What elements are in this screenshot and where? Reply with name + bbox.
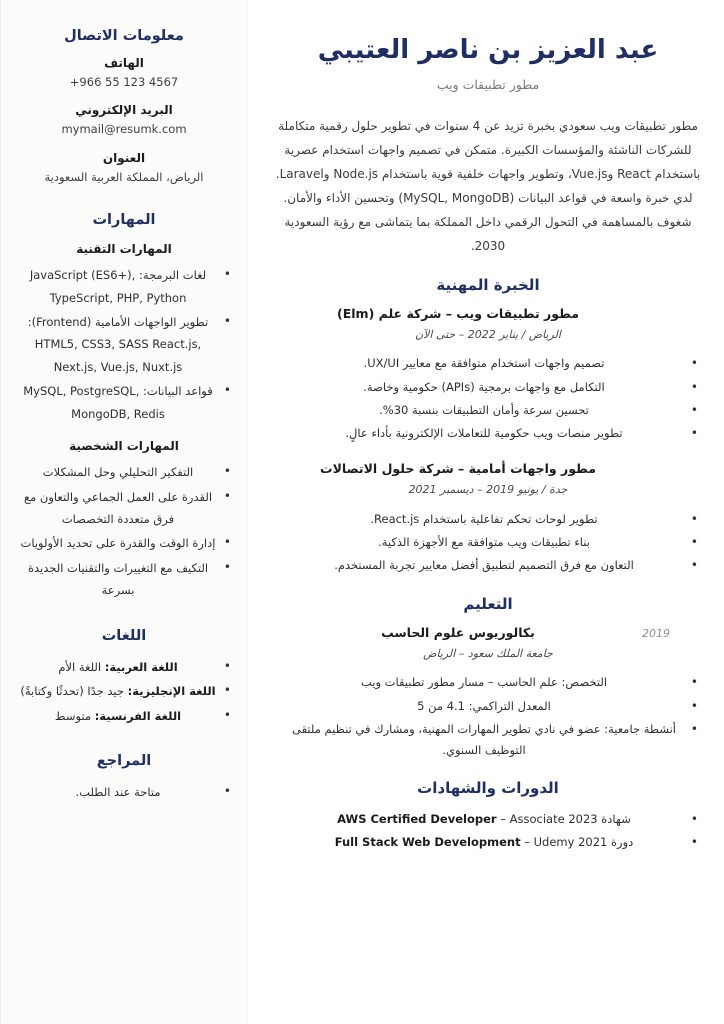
entry-bullets xyxy=(274,672,702,761)
language-label: اللغة الإنجليزية: xyxy=(127,684,216,699)
language-item xyxy=(15,705,233,727)
language-item xyxy=(15,680,233,702)
certificate-item xyxy=(274,832,702,853)
phone-value[interactable]: +966 55 123 4567 xyxy=(69,75,179,89)
section-certificates xyxy=(274,779,702,853)
address-value: الرياض، المملكة العربية السعودية xyxy=(44,169,204,184)
professional-summary: مطور تطبيقات ويب سعودي بخبرة تزيد عن 4 سنوات في تطوير حلول رقمية متكاملة للشركات الناشئة والمؤسسات الكبيرة. متمكن في تصميم واجهات استخدام عصرية باستخدام React وVue.js، وتطوير واجهات خلفية قوية باستخدام Node.js وLaravel. لدي خبرة واسعة في قواعد البيانات (MySQL, MongoDB) وتحسين الأداء والأمان. شغوف بالمساهمة في التحول الرقمي داخل المملكة بما يتماشى مع رؤية السعودية 2030. xyxy=(275,118,701,253)
certificate-list xyxy=(274,809,702,854)
phone-label: الهاتف xyxy=(104,56,144,70)
entry-header xyxy=(274,460,702,479)
entry-header xyxy=(274,624,702,643)
personal-skills-title: المهارات الشخصية xyxy=(69,439,179,454)
entry-year: 2019 xyxy=(642,627,670,641)
sidebar-section-references xyxy=(15,753,233,803)
certificate-prefix: دورة xyxy=(607,835,634,850)
experience-entries xyxy=(274,305,702,577)
reference-item: • متاحة عند الطلب. xyxy=(15,781,233,803)
section-title-education: التعليم xyxy=(463,594,513,613)
skill-item: • التفكير التحليلي وحل المشكلات xyxy=(15,461,233,483)
section-education xyxy=(274,595,702,762)
entry-bullet-item: • أنشطة جامعية: عضو في نادي تطوير المهارات المهنية، ومشارك في تنظيم ملتقى التوظيف السنوي. xyxy=(274,719,702,762)
language-level: جيد جدًا (تحدثًا وكتابةً) xyxy=(20,684,128,699)
sidebar-section-contact xyxy=(15,28,233,186)
entry-bullets xyxy=(274,353,702,444)
certificate-detail: – Associate 2023 xyxy=(496,811,598,826)
candidate-name: عبد العزيز بن ناصر العتيبي xyxy=(317,35,659,65)
skill-item: • إدارة الوقت والقدرة على تحديد الأولويات xyxy=(15,532,233,554)
section-title-experience: الخبرة المهنية xyxy=(436,275,540,294)
skill-item: • القدرة على العمل الجماعي والتعاون مع فرق متعددة التخصصات xyxy=(15,486,233,531)
entry-bullet-item: • تطوير لوحات تحكم تفاعلية باستخدام React.js. xyxy=(274,509,702,530)
entry-bullets xyxy=(274,509,702,577)
entry-role: مطور تطبيقات ويب – شركة علم (Elm) xyxy=(337,306,579,321)
technical-skills-list xyxy=(15,264,233,425)
languages-list xyxy=(15,656,233,727)
skill-item: • لغات البرمجة: JavaScript (ES6+), TypeScript, PHP, Python xyxy=(15,264,233,309)
certificate-name: AWS Certified Developer xyxy=(337,811,497,826)
entry-bullet-item: • التكامل مع واجهات برمجية (APIs) حكومية وخاصة. xyxy=(274,377,702,398)
section-title-certificates: الدورات والشهادات xyxy=(417,779,559,798)
sidebar-title-languages: اللغات xyxy=(101,627,147,644)
technical-skills-title: المهارات التقنية xyxy=(76,242,172,257)
certificate-item xyxy=(274,809,702,830)
entry-bullet-item: • تصميم واجهات استخدام متوافقة مع معايير UX/UI. xyxy=(274,353,702,374)
entry-meta: الرياض / يناير 2022 – حتى الآن xyxy=(415,327,561,341)
candidate-job-title: مطور تطبيقات ويب xyxy=(436,76,540,92)
certificate-prefix: شهادة xyxy=(597,811,631,826)
email-value[interactable]: mymail@resumk.com xyxy=(61,122,187,137)
entry-meta: جامعة الملك سعود – الرياض xyxy=(423,646,553,660)
entry-header xyxy=(274,305,702,324)
entry-bullet-item: • تحسين سرعة وأمان التطبيقات بنسبة 30%. xyxy=(274,400,702,421)
email-label: البريد الإلكتروني xyxy=(75,103,173,118)
entry-role: مطور واجهات أمامية – شركة حلول الاتصالات xyxy=(320,461,596,477)
education-entries xyxy=(274,624,702,761)
entry-role: بكالوريوس علوم الحاسب xyxy=(381,625,535,641)
language-item xyxy=(15,656,233,678)
entry xyxy=(274,305,702,444)
language-level: اللغة الأم xyxy=(58,659,105,674)
sidebar xyxy=(0,0,248,1024)
skill-item: • تطوير الواجهات الأمامية (Frontend): HTML5, CSS3, SASS React.js, Next.js, Vue.js, Nuxt.js xyxy=(15,311,233,378)
section-experience xyxy=(274,276,702,577)
language-label: اللغة العربية: xyxy=(104,659,178,674)
entry-bullet-item: • التخصص: علم الحاسب – مسار مطور تطبيقات ويب xyxy=(274,672,702,693)
sidebar-section-skills xyxy=(15,212,233,601)
sidebar-section-languages xyxy=(15,628,233,727)
references-list xyxy=(15,781,233,803)
skill-item: • قواعد البيانات: MySQL, PostgreSQL, MongoDB, Redis xyxy=(15,380,233,425)
language-level: متوسط xyxy=(54,708,95,723)
personal-skills-list xyxy=(15,461,233,602)
entry-bullet-item: • بناء تطبيقات ويب متوافقة مع الأجهزة الذكية. xyxy=(274,532,702,553)
entry-bullet-item: • المعدل التراكمي: 4.1 من 5 xyxy=(274,696,702,717)
entry-bullet-item: • التعاون مع فرق التصميم لتطبيق أفضل معايير تجربة المستخدم. xyxy=(274,555,702,576)
entry xyxy=(274,624,702,761)
language-label: اللغة الفرنسية: xyxy=(94,708,182,723)
address-label: العنوان xyxy=(102,150,146,165)
skill-item: • التكيف مع التغييرات والتقنيات الجديدة بسرعة xyxy=(15,557,233,602)
sidebar-title-contact: معلومات الاتصال xyxy=(64,28,184,44)
certificate-detail: – Udemy 2021 xyxy=(520,835,608,850)
sidebar-title-references: المراجع xyxy=(96,752,152,769)
entry-bullet-item: • تطوير منصات ويب حكومية للتعاملات الإلكترونية بأداء عالٍ. xyxy=(274,423,702,444)
certificate-name: Full Stack Web Development xyxy=(334,835,521,850)
sidebar-title-skills: المهارات xyxy=(92,212,156,229)
entry xyxy=(274,460,702,576)
entry-meta: جدة / يونيو 2019 – ديسمبر 2021 xyxy=(408,483,568,497)
main-column xyxy=(248,0,724,1024)
